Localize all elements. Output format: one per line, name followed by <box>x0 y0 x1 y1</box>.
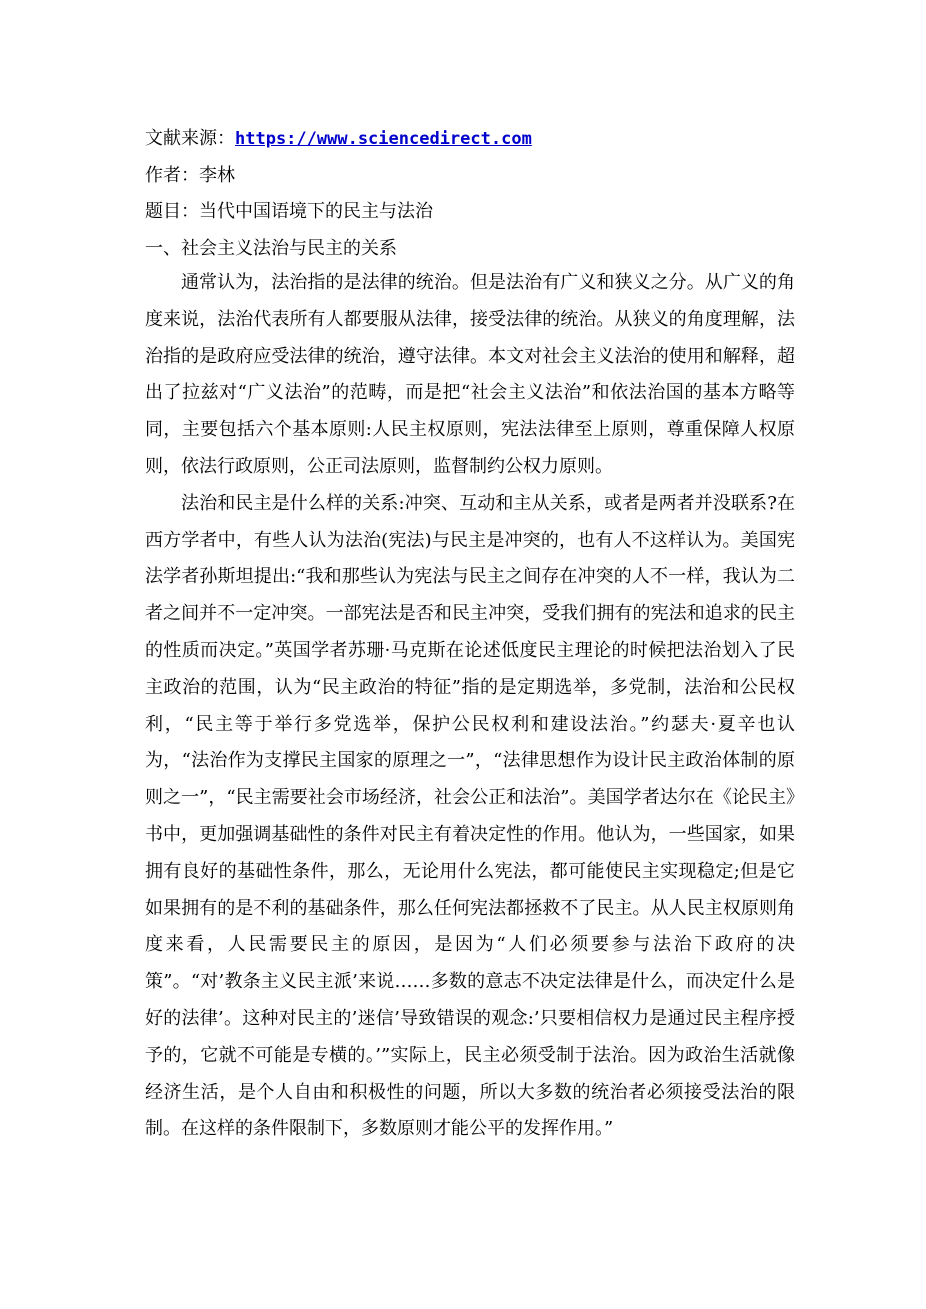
body-text <box>145 265 795 1148</box>
paragraph: 法治和民主是什么样的关系:冲突、互动和主从关系，或者是两者并没联系?在西方学者中，有些人认为法治(宪法)与民主是冲突的，也有人不这样认为。美国宪法学者孙斯坦提出:“我和那些认为宪法与民主之间存在冲突的人不一样，我认为二者之间并不一定冲突。一部宪法是否和民主冲突，受我们拥有的宪法和追求的民主的性质而决定。”英国学者苏珊·马克斯在论述低度民主理论的时候把法治划入了民主政治的范围，认为“民主政治的特征”指的是定期选举，多党制，法治和公民权利，“民主等于举行多党选举，保护公民权利和建设法治。”约瑟夫·夏辛也认为，“法治作为支撑民主国家的原理之一”，“法律思想作为设计民主政治体制的原则之一”，“民主需要社会市场经济，社会公正和法治”。美国学者达尔在《论民主》书中，更加强调基础性的条件对民主有着决定性的作用。他认为，一些国家，如果拥有良好的基础性条件，那么，无论用什么宪法，都可能使民主实现稳定;但是它如果拥有的是不利的基础条件，那么任何宪法都拯救不了民主。从人民主权原则角度来看，人民需要民主的原因，是因为“人们必须要参与法治下政府的决策”。“对’教条主义民主派’来说……多数的意志不决定法律是什么，而决定什么是好的法律’。这种对民主的’迷信’导致错误的观念:’只要相信权力是通过民主程序授予的，它就不可能是专横的。’”实际上，民主必须受制于法治。因为政治生活就像经济生活，是个人自由和积极性的问题，所以大多数的统治者必须接受法治的限制。在这样的条件限制下，多数原则才能公平的发挥作用。” <box>145 492 795 1140</box>
author-line: 作者：李林 <box>145 164 235 186</box>
source-line <box>145 124 805 161</box>
source-label: 文献来源： <box>145 128 235 149</box>
source-link[interactable]: https://www.sciencedirect.com <box>235 129 532 149</box>
document-metadata <box>145 124 805 270</box>
section-heading: 一、社会主义法治与民主的关系 <box>145 237 397 259</box>
title-line: 题目：当代中国语境下的民主与法治 <box>145 201 433 222</box>
paragraph: 通常认为，法治指的是法律的统治。但是法治有广义和狭义之分。从广义的角度来说，法治代表所有人都要服从法律，接受法律的统治。从狭义的角度理解，法治指的是政府应受法律的统治，遵守法律。本文对社会主义法治的使用和解释，超出了拉兹对“广义法治”的范畴，而是把“社会主义法治”和依法治国的基本方略等同，主要包括六个基本原则:人民主权原则，宪法法律至上原则，尊重保障人权原则，依法行政原则，公正司法原则，监督制约公权力原则。 <box>145 272 795 477</box>
